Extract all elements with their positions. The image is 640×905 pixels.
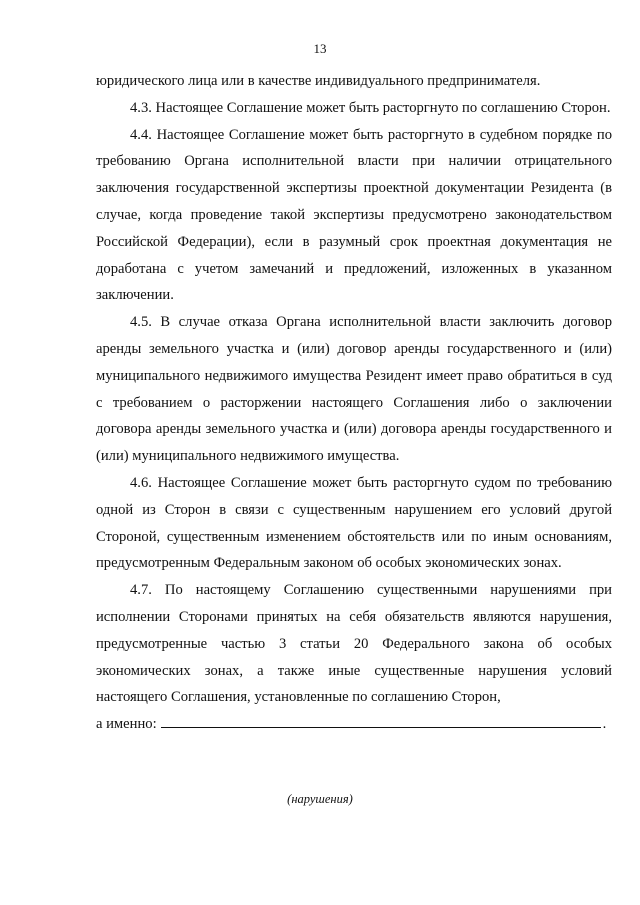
paragraph-4-7: 4.7. По настоящему Соглашению существенными нарушениями при исполнении Сторонами принятых на себя обязательств являются нарушения, предусмотренные частью 3 статьи 20 Федерального закона об особых экономических зонах, а также иные существенные нарушения условий настоящего Соглашения, установленные по соглашению Сторон, [96, 582, 612, 706]
namely-end: . [602, 716, 607, 733]
page-number: 13 [313, 41, 327, 56]
document-body [96, 68, 612, 738]
blank-caption: (нарушения) [287, 792, 353, 806]
paragraph-continuation: юридического лица или в качестве индивидуального предпринимателя. [96, 73, 541, 89]
paragraph-4-6: 4.6. Настоящее Соглашение может быть расторгнуто судом по требованию одной из Сторон в связи с существенным нарушением его условий другой Стороной, существенным изменением обстоятельств или по иным основаниям, предусмотренным Федеральным законом об особых экономических зонах. [96, 474, 612, 572]
fill-in-blank [161, 713, 601, 728]
namely-label: а именно: [96, 716, 157, 733]
paragraph-4-3: 4.3. Настоящее Соглашение может быть расторгнуто по соглашению Сторон. [130, 99, 611, 116]
paragraph-4-5: 4.5. В случае отказа Органа исполнительной власти заключить договор аренды земельного участка и (или) договор аренды государственного и (или) муниципального недвижимого имущества Резидент имеет право обратиться в суд с требованием о расторжении настоящего Соглашения либо о заключении договора аренды земельного участка и (или) договора аренды государственного и (или) муниципального недвижимого имущества. [96, 314, 612, 465]
paragraph-4-4: 4.4. Настоящее Соглашение может быть расторгнуто в судебном порядке по требованию Органа исполнительной власти при наличии отрицательного заключения государственной экспертизы проектной документации Резидента (в случае, когда проведение такой экспертизы предусмотрено законодательством Российской Федерации), если в разумный срок проектная документация не доработана с учетом замечаний и предложений, изложенных в указанном заключении. [96, 126, 612, 304]
namely-line [96, 711, 612, 738]
